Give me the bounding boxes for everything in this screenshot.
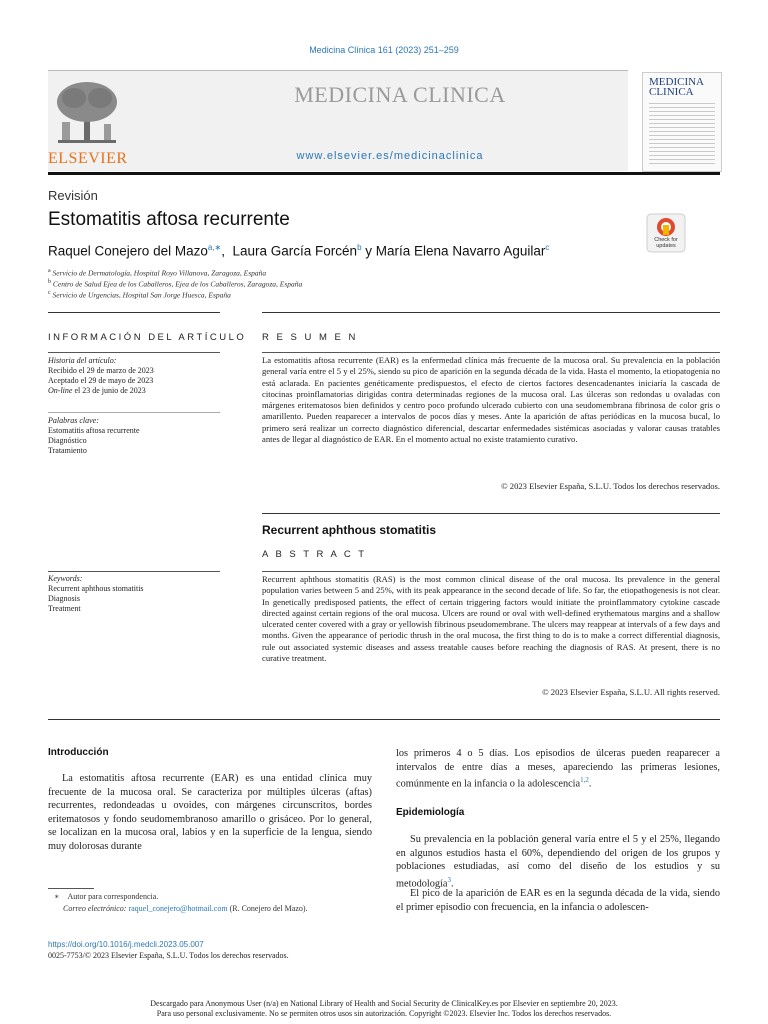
affiliation-text: Servicio de Urgencias, Hospital San Jorge Huesca, España (50, 290, 231, 300)
header-rule (48, 172, 720, 175)
affiliation (48, 279, 302, 289)
period: . (450, 877, 454, 889)
email-link[interactable]: raquel_conejero@hotmail.com (128, 904, 228, 913)
check-for-updates-button[interactable] (646, 213, 686, 253)
author-separator: , (221, 243, 233, 259)
author-affil-sup[interactable]: c (545, 243, 550, 252)
resumen-rule (262, 312, 720, 313)
doi-link[interactable]: https://doi.org/10.1016/j.medcli.2023.05.007 (48, 940, 204, 949)
affiliation-text: Servicio de Dermatología, Hospital Royo Villanova, Zaragoza, España (50, 268, 267, 278)
article-info-heading: INFORMACIÓN DEL ARTÍCULO (48, 332, 247, 343)
abstract-text: Recurrent aphthous stomatitis (RAS) is the most common clinical disease of the oral mucosa. Its prevalence in the general population varies between 5 and 25%, with its peak appearance in the second decade of life. So far, the etiopathogenesis is not clear. In genetically predisposed patients, the effect of certain triggering factors would initiate the proinflammatory cytokine cascade directed against certain regions of the oral mucosa. Ulcers are round or oval with well-defined erythematous margins and a shallow ulcerated center covered with a gray or yellowish fibrinous pseudomembrane. The ulcers may reappear at intervals of a few days and months. Given the appearance of periodic thrush in the oral mucosa, the first thing to do is to make a correct differential diagnosis, rule out associated systemic diseases and assess treatable causes before reaching the diagnosis of RAS. At present, there is no curative treatment. (262, 574, 720, 664)
online-label: On-line (48, 386, 73, 395)
footnote-star: ∗ (54, 892, 60, 901)
cover-title (649, 77, 704, 97)
epidemiology-paragraph-2: El pico de la aparición de EAR es en la segunda década de la vida, siendo el primer episodio con frecuencia, en la infancia o adolescen- (396, 888, 720, 913)
abstract-heading: A B S T R A C T (262, 549, 367, 560)
intro-heading: Introducción (48, 747, 109, 758)
accepted-date: Aceptado el 29 de mayo de 2023 (48, 376, 154, 385)
affiliation (48, 268, 266, 278)
author-name[interactable]: Raquel Conejero del Mazo (48, 243, 208, 259)
info-subrule (48, 352, 220, 353)
intro-paragraph: La estomatitis aftosa recurrente (EAR) es una entidad clínica muy frecuente de la mucosa oral. Se caracteriza por múltiples úlceras (aftas) recurrentes, redondeadas u ovoides, con márgenes circunscritos, bordes eritematosos y fondo seudomembranoso amarillo o grisáceo. Por lo general, se localizan en la mucosa oral, labios y en la superficie de la lengua, siendo muy dolorosas durante (48, 773, 372, 852)
corresponding-author-note (54, 892, 158, 901)
journal-cover-thumbnail (642, 72, 722, 172)
keywords-label: Palabras clave: (48, 416, 99, 425)
info-rule (48, 312, 220, 313)
keywords-rule (48, 412, 220, 413)
affiliation-text: Centro de Salud Ejea de los Caballeros, Ejea de los Caballeros, Zaragoza, España (51, 279, 303, 289)
keyword: Diagnóstico (48, 436, 87, 445)
online-date-text: el 23 de junio de 2023 (72, 386, 146, 395)
cover-title-line2: CLINICA (649, 86, 694, 98)
keyword: Tratamiento (48, 446, 87, 455)
author-list (48, 243, 549, 259)
intro-continuation-text: los primeros 4 o 5 días. Los episodios de úlceras pueden reaparecer a intervalos de entre días a meses, apareciendo las primeras lesiones, comúnmente en la infancia o la adolescencia (396, 748, 720, 790)
email-note (63, 904, 308, 913)
epi-text: Su prevalencia en la población general varía entre el 5 y el 25%, llegando en algunos estudios hasta el 60%, dependiendo del origen de los grupos y poblaciones estudiadas, así como del diseño de los estudios y su metodología (396, 834, 720, 889)
en-keywords-rule (48, 571, 220, 572)
author-affil-sup[interactable]: b (357, 243, 362, 252)
affiliation-sup: c (48, 290, 51, 296)
download-notice-2: Para uso personal exclusivamente. No se permiten otros usos sin autorización. Copyright ©2023. Elsevier Inc. Todos los derechos reservados. (156, 1009, 612, 1018)
author-name[interactable]: Laura García Forcén (232, 243, 358, 259)
en-keywords-label: Keywords: (48, 574, 83, 583)
article-history (48, 356, 220, 396)
english-title: Recurrent aphthous stomatitis (262, 523, 437, 537)
elsevier-wordmark: ELSEVIER (48, 150, 128, 167)
abstract-copyright: © 2023 Elsevier España, S.L.U. All rights reserved. (542, 687, 720, 697)
reference-link[interactable]: 1,2 (580, 776, 589, 784)
affiliation-sup: b (48, 279, 51, 285)
history-label: Historia del artículo: (48, 356, 117, 365)
resumen-text: La estomatitis aftosa recurrente (EAR) es la enfermedad clínica más frecuente de la mucosa oral. Su prevalencia en la población general varía entre el 5 y el 25%, siendo su pico de aparición en la segunda década de la vida. Hasta el momento, la etiopatogenia no está aclarada. En pacientes genéticamente predispuestos, el efecto de ciertos factores desencadenantes iniciaría la cascada de citocinas proinflamatorias dirigidas contra determinadas regiones de la mucosa oral. Las úlceras son redondas u ovaladas con márgenes eritematosos bien definidos y centro poco profundo ulcerado cubierto con una seudomembrana fibrinosa de color gris o amarillento. Pueden reaparecer a intervalos de pocos días y meses. Ante la aparición de aftas periódicas en la mucosa bucal, lo primero será realizar un correcto diagnóstico diferencial, descartar enfermedades sistémicas asociadas y valorar causas tratables antes de llegar al diagnóstico de EAR. En el momento actual no existe tratamiento curativo. (262, 355, 720, 445)
author-affil-sup[interactable]: a,∗ (207, 243, 222, 252)
keyword: Treatment (48, 604, 81, 613)
author-separator: y (361, 243, 376, 259)
download-notice-1: Descargado para Anonymous User (n/a) en National Library of Health and Social Security de ClinicalKey.es por Elsevier en septiembre 20, 2023. (150, 999, 618, 1008)
footnote-text: Autor para correspondencia. (67, 892, 159, 901)
issn-line: 0025-7753/© 2023 Elsevier España, S.L.U. Todos los derechos reservados. (48, 951, 289, 960)
online-date (48, 386, 220, 396)
email-label: Correo electrónico: (63, 904, 127, 913)
resumen-subrule (262, 352, 720, 353)
crossmark-label: Check for updates (654, 237, 678, 249)
journal-citation[interactable]: Medicina Clínica 161 (2023) 251–259 (309, 45, 459, 55)
intro-continuation (396, 747, 720, 791)
cover-title-line1: MEDICINA (649, 76, 704, 88)
affiliation-sup: a (48, 268, 51, 274)
resumen-heading: R E S U M E N (262, 332, 358, 343)
english-rule (262, 513, 720, 514)
article-title: Estomatitis aftosa recurrente (48, 209, 290, 230)
cover-text-lines (649, 103, 715, 165)
epidemiology-heading: Epidemiología (396, 807, 465, 818)
resumen-copyright: © 2023 Elsevier España, S.L.U. Todos los derechos reservados. (501, 481, 720, 491)
journal-url-link[interactable]: www.elsevier.es/medicinaclinica (296, 150, 484, 162)
palabras-clave (48, 416, 220, 456)
section-type: Revisión (48, 188, 98, 203)
journal-masthead: MEDICINA CLINICA (294, 82, 506, 107)
received-date: Recibido el 29 de marzo de 2023 (48, 366, 154, 375)
keyword: Estomatitis aftosa recurrente (48, 426, 140, 435)
keyword: Diagnosis (48, 594, 80, 603)
reference-link[interactable]: 3 (447, 875, 451, 884)
keyword: Recurrent aphthous stomatitis (48, 584, 144, 593)
affiliation (48, 290, 231, 300)
author-name[interactable]: María Elena Navarro Aguilar (375, 243, 546, 259)
body-rule (48, 719, 720, 720)
period: . (588, 778, 592, 790)
epidemiology-paragraph-1 (396, 833, 720, 890)
footnote-rule (48, 888, 94, 889)
english-keywords (48, 574, 220, 614)
abstract-subrule (262, 571, 720, 572)
elsevier-tree-logo-icon (48, 78, 126, 148)
email-owner: (R. Conejero del Mazo). (227, 904, 308, 913)
